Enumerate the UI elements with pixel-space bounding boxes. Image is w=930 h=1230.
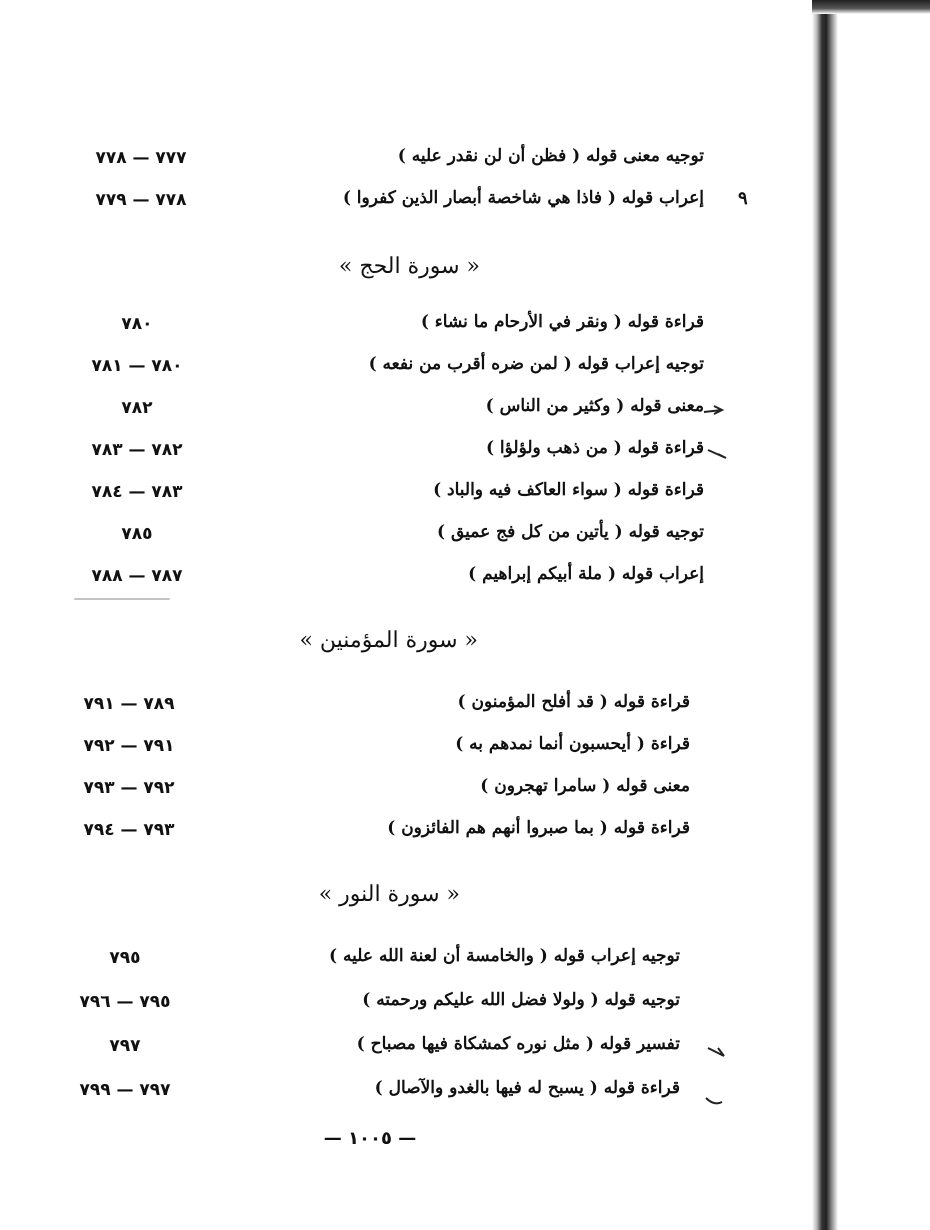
page-range: ٧٩٢ — ٧٩٣: [83, 778, 175, 798]
index-row: [0, 186, 930, 220]
section-heading: « سورة المؤمنين »: [299, 628, 478, 653]
page-range: ٧٧٨ — ٧٧٩: [95, 190, 187, 210]
pen-mark: [708, 450, 726, 458]
page-range: ٧٩١ — ٧٩٢: [83, 736, 175, 756]
index-row: [0, 1032, 930, 1066]
index-entry: قراءة قوله ( قد أفلح المؤمنون ): [457, 692, 690, 712]
index-row: [0, 988, 930, 1022]
index-row: [0, 562, 930, 596]
index-entry: تفسير قوله ( مثل نوره كمشكاة فيها مصباح ): [356, 1034, 680, 1054]
page-range: ٧٧٧ — ٧٧٨: [95, 148, 187, 168]
index-entry: معنى قوله ( سامرا تهجرون ): [480, 776, 690, 796]
index-row: [0, 144, 930, 178]
index-row: [0, 394, 930, 428]
page-range: ٧٨٢: [121, 398, 153, 418]
index-entry: قراءة قوله ( ونقر في الأرحام ما نشاء ): [420, 312, 704, 332]
index-row: [0, 944, 930, 978]
page-range: ٧٩٣ — ٧٩٤: [83, 820, 175, 840]
index-row: [0, 816, 930, 850]
margin-number-mark: ٩: [738, 188, 748, 209]
page-range: ٧٨٥: [121, 524, 153, 544]
page-range: ٧٨٩ — ٧٩١: [83, 694, 175, 714]
page-range: ٧٨٠ — ٧٨١: [91, 356, 183, 376]
page-range: ٧٩٥: [109, 948, 141, 968]
page-range: ٧٩٧ — ٧٩٩: [79, 1080, 171, 1100]
index-row: [0, 690, 930, 724]
index-row: [0, 310, 930, 344]
pen-mark: [704, 406, 722, 414]
index-entry: قراءة قوله ( سواء العاكف فيه والباد ): [433, 480, 704, 500]
index-entry: قراءة قوله ( من ذهب ولؤلؤا ): [485, 438, 704, 458]
index-entry: توجيه قوله ( ولولا فضل الله عليكم ورحمته ): [362, 990, 680, 1010]
page-range: ٧٨٧ — ٧٨٨: [91, 566, 183, 586]
index-row: [0, 520, 930, 554]
ink-smudge: [74, 598, 170, 600]
page-range: ٧٨٢ — ٧٨٣: [91, 440, 183, 460]
index-row: [0, 436, 930, 470]
index-row: [0, 1076, 930, 1110]
index-entry: إعراب قوله ( ملة أبيكم إبراهيم ): [468, 564, 704, 584]
section-heading: « سورة الحج »: [338, 254, 480, 279]
index-entry: قراءة قوله ( بما صبروا أنهم هم الفائزون ): [387, 818, 690, 838]
page-range: ٧٩٥ — ٧٩٦: [79, 992, 171, 1012]
page-range: ٧٩٧: [109, 1036, 141, 1056]
section-heading: « سورة النور »: [318, 882, 460, 907]
page-number: — ١٠٠٥ —: [323, 1128, 417, 1149]
index-entry: توجيه إعراب قوله ( لمن ضره أقرب من نفعه ): [368, 354, 704, 374]
index-entry: قراءة قوله ( يسبح له فيها بالغدو والآصال ): [374, 1078, 680, 1098]
pen-mark: [706, 1098, 722, 1103]
index-entry: توجيه إعراب قوله ( والخامسة أن لعنة الله عليه ): [329, 946, 680, 966]
index-entry: توجيه قوله ( يأتين من كل فج عميق ): [436, 522, 704, 542]
index-entry: توجيه معنى قوله ( فظن أن لن نقدر عليه ): [397, 146, 704, 166]
page-range: ٧٨٠: [121, 314, 153, 334]
index-row: [0, 732, 930, 766]
index-row: [0, 774, 930, 808]
page-range: ٧٨٣ — ٧٨٤: [91, 482, 183, 502]
index-entry: قراءة ( أيحسبون أنما نمدهم به ): [455, 734, 690, 754]
pen-mark: [708, 1048, 724, 1056]
index-entry: إعراب قوله ( فاذا هي شاخصة أبصار الذين كفروا ): [342, 188, 704, 208]
index-entry: معنى قوله ( وكثير من الناس ): [485, 396, 704, 416]
index-row: [0, 352, 930, 386]
margin-pen-marks: [700, 400, 740, 1120]
page-binding-corner: [812, 0, 930, 14]
index-row: [0, 478, 930, 512]
